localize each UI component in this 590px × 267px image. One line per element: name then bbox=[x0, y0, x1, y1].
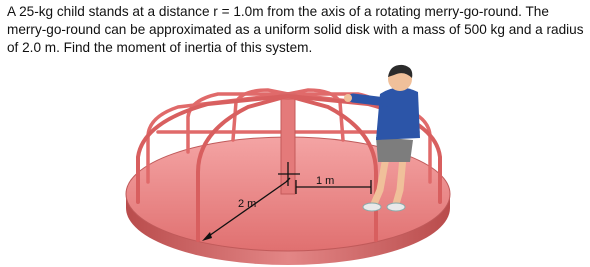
problem-statement bbox=[7, 3, 587, 57]
problem-line-1: A 25-kg child stands at a distance r = 1.0m from the axis of a rotating merry-go-round. The bbox=[7, 4, 549, 19]
radius-label: 2 m bbox=[238, 198, 257, 210]
merry-go-round-figure bbox=[118, 62, 458, 267]
problem-line-2: merry-go-round can be approximated as a uniform solid disk with a mass of 500 kg and a radius bbox=[7, 22, 584, 37]
problem-line-3: of 2.0 m. Find the moment of inertia of this system. bbox=[7, 40, 313, 55]
merry-go-round-illustration bbox=[118, 62, 458, 267]
child-distance-label: 1 m bbox=[316, 175, 335, 187]
